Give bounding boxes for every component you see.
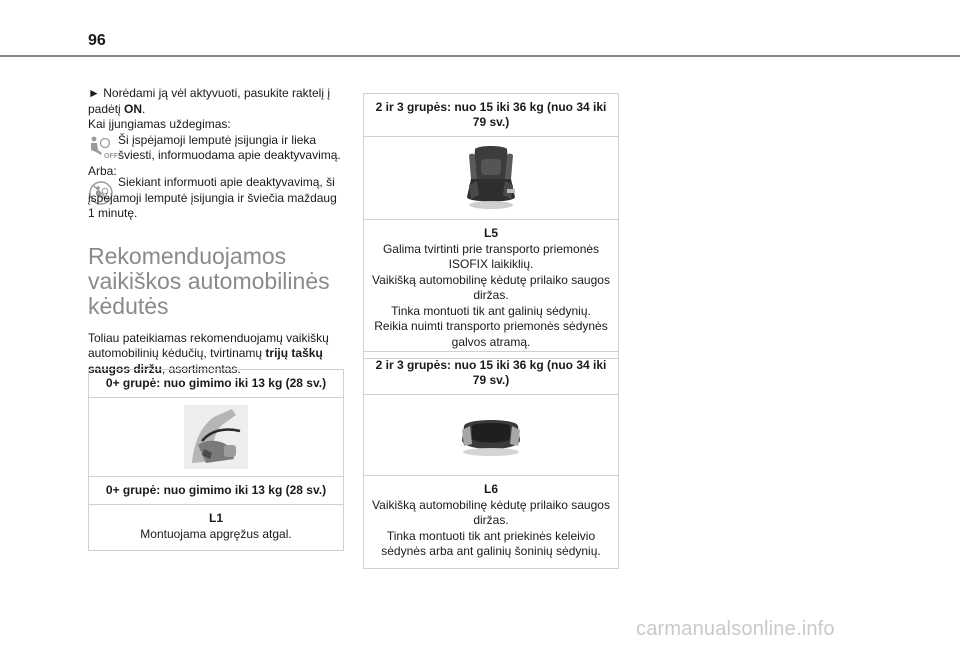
intro-end: , asortimentas. [162,361,241,376]
l6-image-cell [364,395,618,476]
l5-image-cell [364,137,618,220]
l6-details [364,476,618,568]
svg-text:OFF: OFF [104,152,118,160]
reactivate-instruction [88,86,346,117]
seat-desc-l1: Montuojama apgręžus atgal. [140,526,292,541]
or-text: Arba: [88,163,117,178]
reactivate-text: Norėdami ją vėl aktyvuoti, pasukite raktelį į padėtį [88,86,330,116]
group23-seat-table-l5 [363,93,619,359]
group0-header: 0+ grupė: nuo gimimo iki 13 kg (28 sv.) [89,370,343,398]
airbag-off-warning-icon [88,134,118,160]
group23-header-l5: 2 ir 3 grupės: nuo 15 iki 36 kg (nuo 34 iki 79 sv.) [364,94,618,137]
page-number: 96 [88,32,106,49]
group0-seat-table [88,369,344,551]
reactivate-end: . [142,101,146,116]
seat-code-l6: L6 [483,482,498,496]
high-back-booster-seat-image [461,145,521,211]
warning-text-2: Siekiant informuoti apie deaktyvavimą, ši įspėjamoji lemputė įsijungia ir šviečia maždaug 1 minutę. [88,175,337,220]
watermark: carmanualsonline.info [636,618,835,640]
group0-image-cell [89,398,343,477]
ignition-text: Kai įjungiamas uždegimas: [88,117,231,131]
seat-code-l1: L1 [208,511,223,525]
group0-header-2: 0+ grupė: nuo gimimo iki 13 kg (28 sv.) [89,477,343,505]
key-position-on: ON [124,101,143,116]
rear-facing-infant-seat-image [184,405,248,469]
header-rule [0,55,960,57]
booster-cushion-image [458,412,524,458]
left-column [88,86,346,377]
warning-text-1: Ši įspėjamoji lemputė įsijungia ir lieka šviesti, informuodama apie deaktyvavimą. [118,132,341,162]
seat-desc-l6: Vaikišką automobilinę kėdutę prilaiko saugos diržas. Tinka montuoti tik ant priekinės keleivio sėdynės arba ant galinių šoninių sėdynių. [372,497,610,558]
l5-details [364,220,618,358]
bullet-arrow: ► [88,86,100,100]
seat-desc-l5: Galima tvirtinti prie transporto priemonės ISOFIX laikiklių. Vaikišką automobilinę kėdutę prilaiko saugos diržas. Tinka montuoti tik ant galinių sėdynių. Reikia nuimti transporto priemonės sėdynės galvos atramą. [372,241,610,349]
intro-bold: trijų taškų saugos diržu [88,346,323,376]
group23-seat-table-l6 [363,351,619,569]
section-heading: Rekomenduojamos vaikiškos automobilinės kėdutės [88,242,330,319]
seat-code-l5: L5 [483,226,498,240]
group0-details [89,505,343,550]
group23-header-l6: 2 ir 3 grupės: nuo 15 iki 36 kg (nuo 34 iki 79 sv.) [364,352,618,395]
warning-row-1 [88,133,346,164]
intro-lead: Toliau pateikiamas rekomenduojamų vaikiškų automobilinių kėdučių, tvirtinamų [88,330,329,360]
